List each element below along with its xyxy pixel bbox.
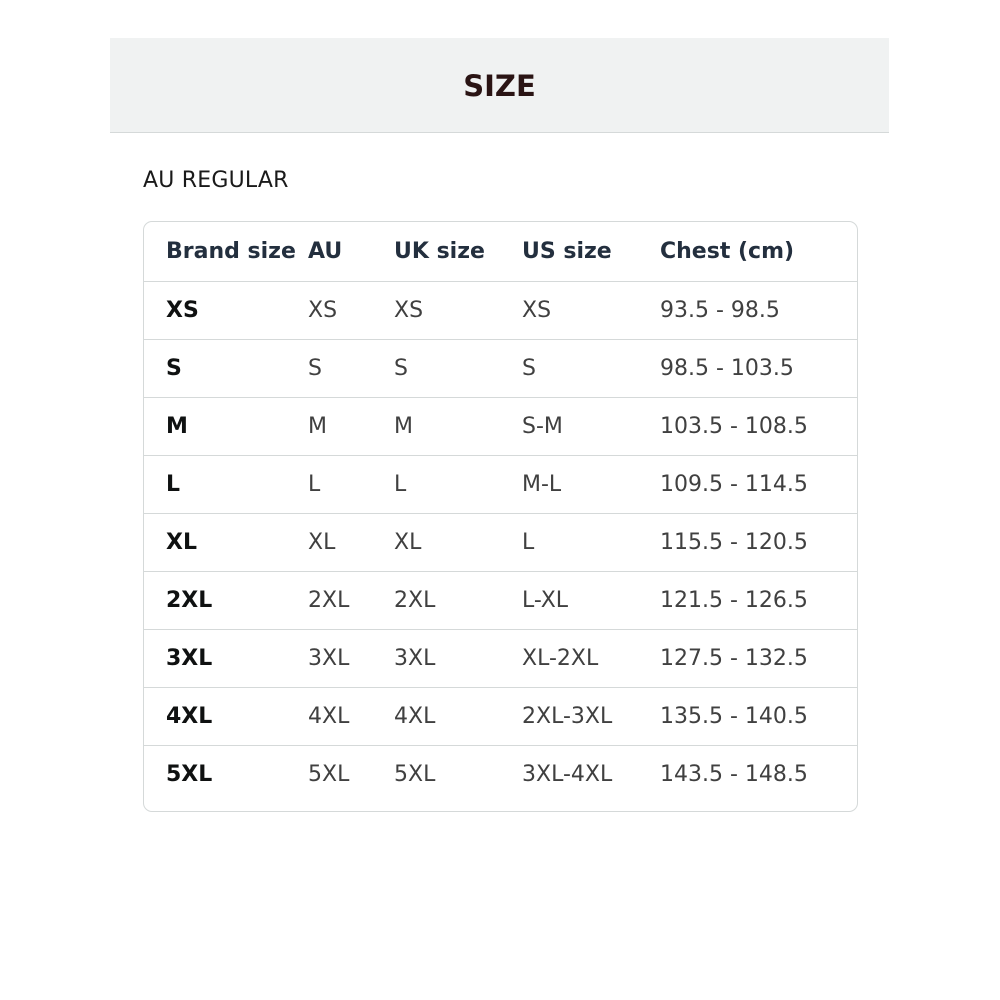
cell-brand-size: XS [144,281,308,339]
cell-us-size: 2XL-3XL [522,687,660,745]
size-table [144,222,857,803]
cell-uk-size: 4XL [394,687,522,745]
size-chart-table [143,221,858,812]
cell-chest: 93.5 - 98.5 [660,281,857,339]
cell-au: M [308,397,394,455]
table-row [144,339,857,397]
cell-us-size: S [522,339,660,397]
table-row [144,687,857,745]
cell-brand-size: 5XL [166,761,213,787]
cell-chest: 109.5 - 114.5 [660,455,857,513]
cell-au: 5XL [308,761,350,787]
table-row [144,455,857,513]
table-row [144,281,857,339]
column-header-us-size: US size [522,222,660,281]
table-row [144,629,857,687]
cell-chest: 143.5 - 148.5 [660,761,808,787]
cell-uk-size: 5XL [394,761,436,787]
cell-uk-size: 2XL [394,571,522,629]
cell-chest: 121.5 - 126.5 [660,571,857,629]
cell-brand-size: XL [144,513,308,571]
cell-au: XL [308,513,394,571]
cell-au: 4XL [308,687,394,745]
cell-au: 3XL [308,629,394,687]
table-row [144,513,857,571]
cell-uk-size: M [394,397,522,455]
cell-brand-size: M [144,397,308,455]
table-row [144,745,857,803]
cell-brand-size: L [144,455,308,513]
cell-brand-size: 2XL [144,571,308,629]
cell-us-size: XL-2XL [522,629,660,687]
cell-us-size: M-L [522,455,660,513]
cell-uk-size: S [394,339,522,397]
cell-uk-size: XS [394,281,522,339]
cell-uk-size: XL [394,513,522,571]
cell-uk-size: L [394,455,522,513]
column-header-uk-size: UK size [394,222,522,281]
cell-chest: 115.5 - 120.5 [660,513,857,571]
column-header-au: AU [308,222,394,281]
cell-chest: 135.5 - 140.5 [660,687,857,745]
section-label: AU REGULAR [143,168,289,193]
column-header-chest: Chest (cm) [660,222,857,281]
cell-au: 2XL [308,571,394,629]
page-title: SIZE [463,69,536,103]
cell-us-size: L [522,513,660,571]
cell-us-size: S-M [522,397,660,455]
table-row [144,397,857,455]
cell-chest: 103.5 - 108.5 [660,397,857,455]
cell-uk-size: 3XL [394,629,522,687]
cell-chest: 98.5 - 103.5 [660,339,857,397]
table-row [144,571,857,629]
table-header-row [144,222,857,281]
cell-us-size: XS [522,281,660,339]
cell-chest: 127.5 - 132.5 [660,629,857,687]
cell-au: S [308,339,394,397]
cell-au: L [308,455,394,513]
cell-brand-size: 4XL [144,687,308,745]
cell-brand-size: S [144,339,308,397]
cell-us-size: L-XL [522,571,660,629]
cell-us-size: 3XL-4XL [522,761,613,787]
size-header-bar [110,38,889,133]
cell-brand-size: 3XL [144,629,308,687]
column-header-brand-size: Brand size [144,222,308,281]
cell-au: XS [308,281,394,339]
